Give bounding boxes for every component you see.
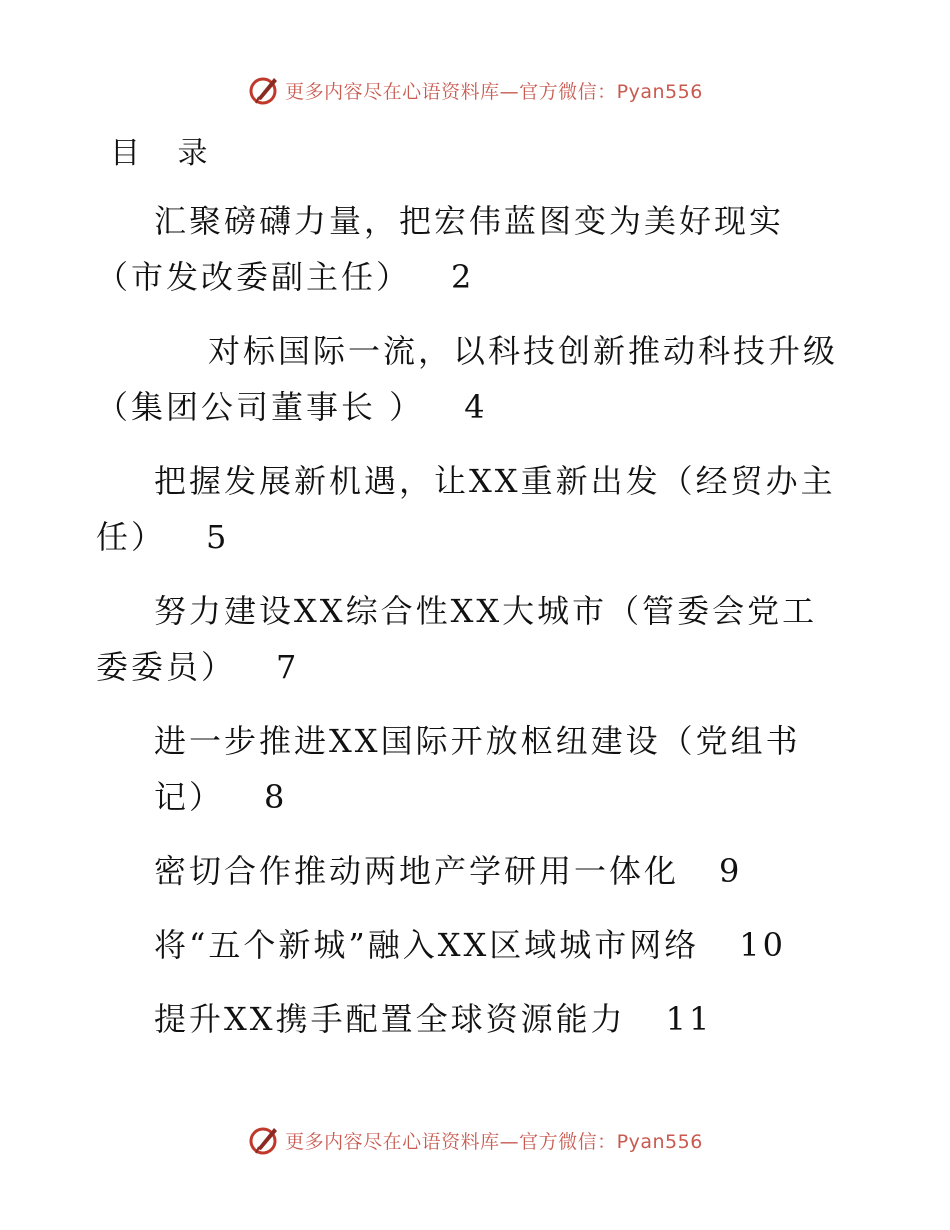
- toc-entry-page: 8: [264, 778, 288, 816]
- toc-entry[interactable]: [96, 843, 846, 899]
- footer-banner: [0, 1120, 950, 1160]
- toc-entry[interactable]: [96, 453, 846, 565]
- toc-entry-page: 2: [451, 258, 475, 296]
- toc-entry-page: 10: [739, 926, 787, 964]
- table-of-contents: [96, 193, 846, 1065]
- banner-text: 更多内容尽在心语资料库—官方微信：Pyan556: [285, 80, 703, 103]
- toc-entry-title: 汇聚磅礴力量，把宏伟蓝图变为美好现实（市发改委副主任）: [96, 202, 785, 296]
- toc-entry-page: 5: [206, 518, 230, 556]
- quill-logo-icon: [247, 73, 281, 107]
- toc-entry-page: 11: [665, 1000, 713, 1038]
- toc-entry-title: 进一步推进XX国际开放枢纽建设（党组书记）: [154, 722, 801, 816]
- toc-entry-page: 4: [464, 388, 488, 426]
- banner-text: 更多内容尽在心语资料库—官方微信：Pyan556: [285, 1130, 703, 1153]
- toc-entry[interactable]: [96, 583, 846, 695]
- toc-entry-title: 密切合作推动两地产学研用一体化: [154, 852, 680, 890]
- toc-entry-title: 将“五个新城”融入XX区域城市网络: [154, 926, 700, 964]
- header-banner: [0, 70, 950, 110]
- toc-entry-title: 提升XX携手配置全球资源能力: [154, 1000, 626, 1038]
- toc-entry-page: 7: [276, 648, 300, 686]
- toc-entry[interactable]: [96, 193, 846, 305]
- toc-title: 目 录: [110, 136, 222, 171]
- toc-entry-title: 努力建设XX综合性XX大城市（管委会党工委委员）: [96, 592, 818, 686]
- toc-entry-title: 把握发展新机遇，让XX重新出发（经贸办主任）: [96, 462, 836, 556]
- toc-entry[interactable]: [96, 991, 846, 1047]
- toc-entry[interactable]: [96, 713, 846, 825]
- toc-entry[interactable]: [96, 323, 846, 435]
- toc-entry[interactable]: [96, 917, 846, 973]
- quill-logo-icon: [247, 1123, 281, 1157]
- toc-entry-title: 对标国际一流，以科技创新推动科技升级（集团公司董事长 ）: [96, 332, 839, 426]
- toc-entry-page: 9: [719, 852, 743, 890]
